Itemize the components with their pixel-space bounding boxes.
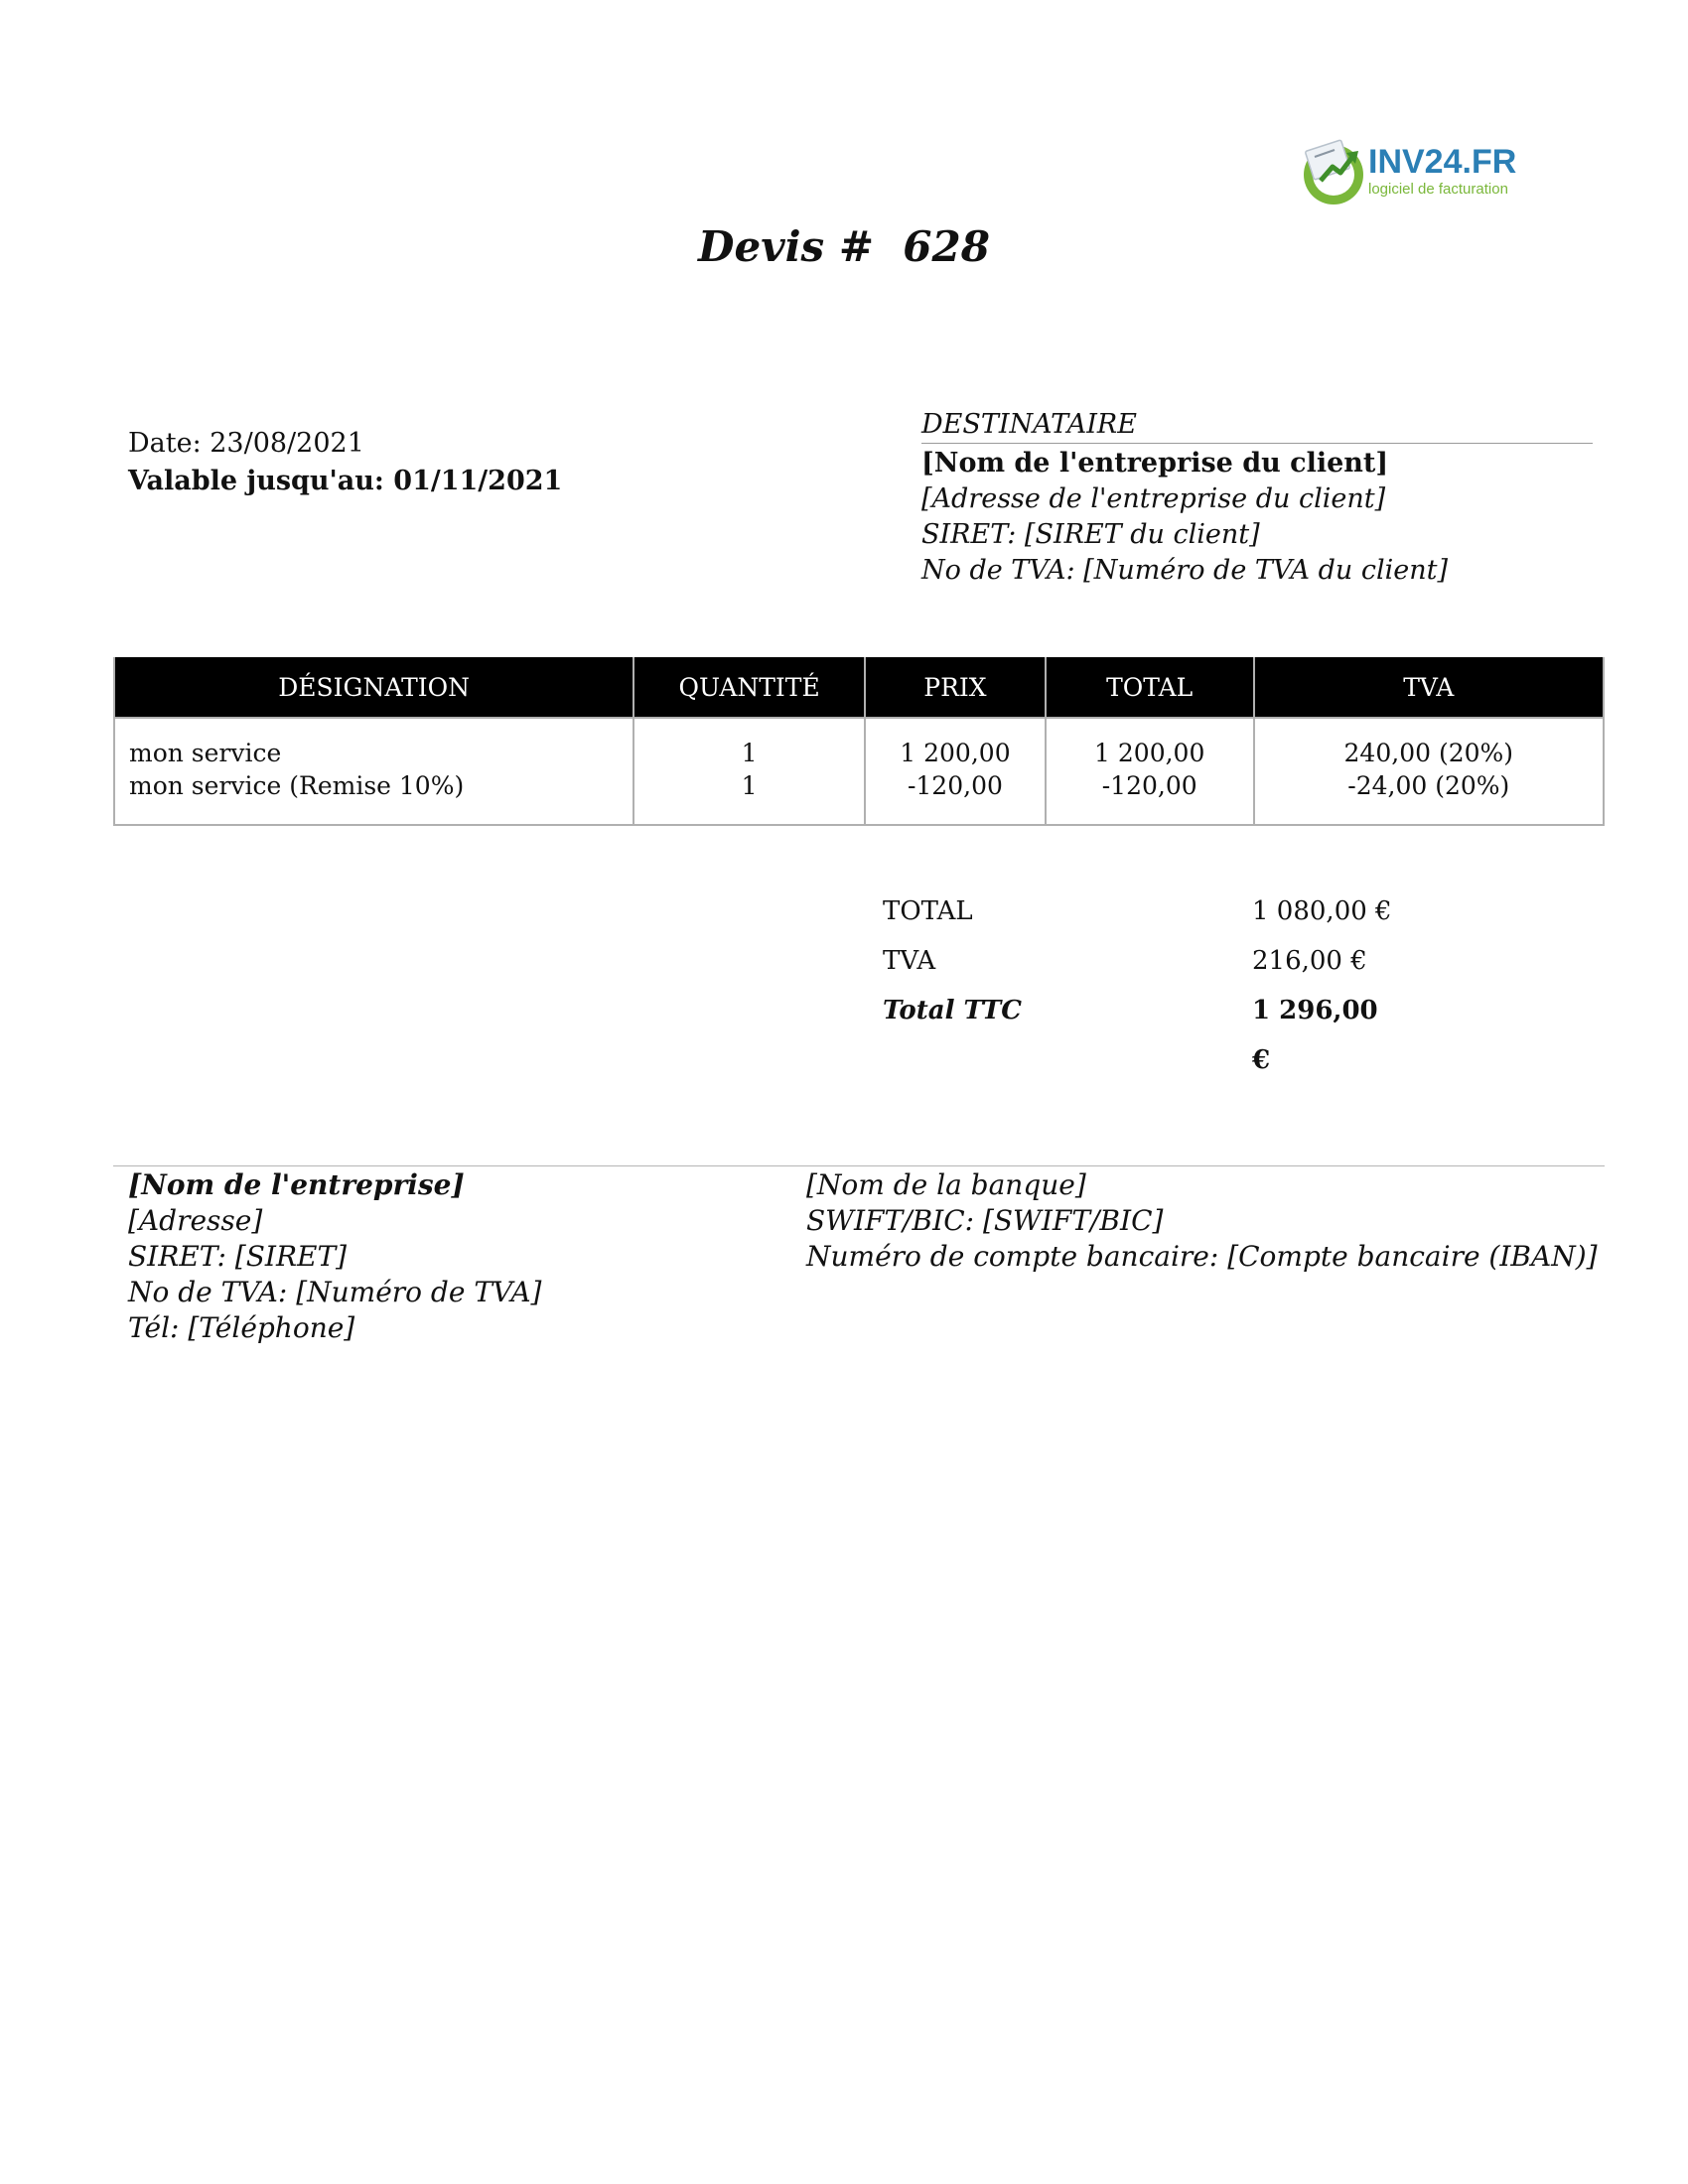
items-table: [113, 657, 1605, 826]
bank-account: Numéro de compte bancaire: [Compte bancaire (IBAN)]: [806, 1240, 1598, 1273]
quantity-cell: [633, 718, 865, 825]
row-total: -120,00: [1101, 771, 1197, 800]
ttc-label: Total TTC: [883, 996, 1022, 1025]
vat-row: [883, 936, 1399, 986]
recipient-address: [Adresse de l'entreprise du client]: [921, 483, 1386, 514]
invoice-logo-icon: [1301, 137, 1366, 206]
row-designation: mon service (Remise 10%): [129, 771, 465, 800]
row-vat: 240,00 (20%): [1343, 739, 1514, 767]
recipient-company: [Nom de l'entreprise du client]: [921, 448, 1389, 478]
row-quantity: 1: [741, 739, 758, 767]
vat-label: TVA: [883, 946, 936, 976]
recipient-divider: [921, 443, 1593, 444]
recipient-block: [921, 407, 1593, 589]
header-vat: TVA: [1254, 657, 1604, 718]
total-label: TOTAL: [883, 896, 973, 926]
designation-cell: [114, 718, 633, 825]
issuer-company: [Nom de l'entreprise]: [128, 1168, 465, 1201]
ttc-value: 1 296,00 €: [1252, 996, 1378, 1075]
row-designation: mon service: [129, 739, 282, 767]
total-value: 1 080,00 €: [1252, 896, 1392, 926]
issuer-block: [128, 1167, 541, 1346]
page-title: Devis # 628: [698, 222, 990, 271]
table-row: [114, 718, 1604, 825]
recipient-siret: SIRET: [SIRET du client]: [921, 519, 1260, 550]
footer-divider: [113, 1165, 1605, 1166]
recipient-label: DESTINATAIRE: [921, 409, 1137, 440]
issuer-phone: Tél: [Téléphone]: [128, 1311, 355, 1344]
issuer-siret: SIRET: [SIRET]: [128, 1240, 348, 1273]
header-designation: DÉSIGNATION: [114, 657, 633, 718]
recipient-vat: No de TVA: [Numéro de TVA du client]: [921, 555, 1449, 586]
issue-date: Date: 23/08/2021: [128, 428, 364, 459]
logo-brand: INV24.FR: [1368, 143, 1517, 181]
valid-until-date: Valable jusqu'au: 01/11/2021: [128, 466, 563, 496]
totals-block: [883, 887, 1399, 1075]
row-total: 1 200,00: [1094, 739, 1205, 767]
header-price: PRIX: [865, 657, 1046, 718]
bank-name: [Nom de la banque]: [806, 1168, 1086, 1201]
row-price: -120,00: [907, 771, 1003, 800]
table-header-row: [114, 657, 1604, 718]
issuer-address: [Adresse]: [128, 1204, 263, 1237]
header-total: TOTAL: [1046, 657, 1254, 718]
issuer-vat: No de TVA: [Numéro de TVA]: [128, 1276, 542, 1308]
price-cell: [865, 718, 1046, 825]
total-cell: [1046, 718, 1254, 825]
company-logo: [1301, 137, 1519, 216]
total-row: [883, 887, 1399, 936]
date-block: [128, 425, 562, 500]
vat-cell: [1254, 718, 1604, 825]
bank-swift: SWIFT/BIC: [SWIFT/BIC]: [806, 1204, 1164, 1237]
logo-tagline: logiciel de facturation: [1368, 181, 1508, 198]
vat-value: 216,00 €: [1252, 946, 1367, 976]
row-vat: -24,00 (20%): [1347, 771, 1510, 800]
bank-block: [806, 1167, 1598, 1275]
row-quantity: 1: [741, 771, 758, 800]
header-quantity: QUANTITÉ: [633, 657, 865, 718]
row-price: 1 200,00: [900, 739, 1011, 767]
ttc-row: [883, 986, 1399, 1075]
